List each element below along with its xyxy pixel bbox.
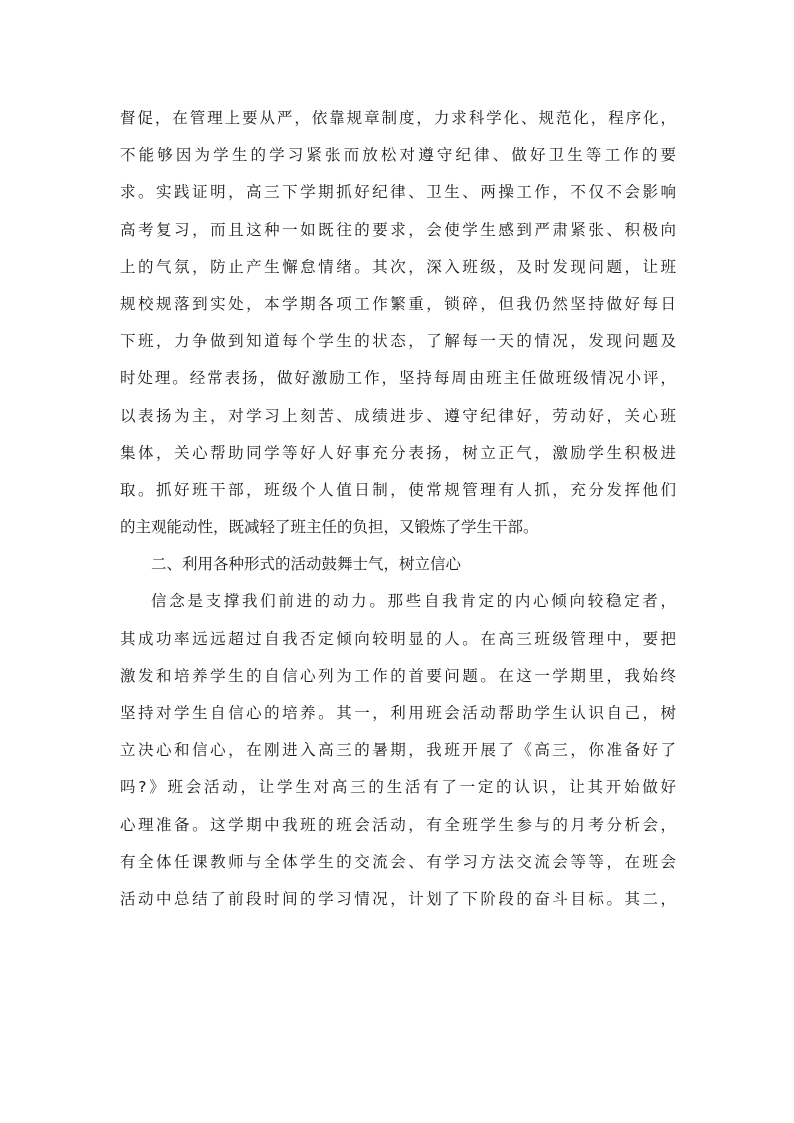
paragraph-line: 不能够因为学生的学习紧张而放松对遵守纪律、做好卫生等工作的要 [120,146,676,165]
paragraph-line: 其成功率远远超过自我否定倾向较明显的人。在高三班级管理中，要把 [120,629,676,648]
paragraph-line: 坚持对学生自信心的培养。其一，利用班会活动帮助学生认识自己，树 [120,704,676,722]
paragraph-line: 取。抓好班干部，班级个人值日制，使常规管理有人抓，充分发挥他们 [120,480,676,499]
paragraph-line: 上的气氛，防止产生懈怠情绪。其次，深入班级，及时发现问题，让班 [120,257,676,276]
paragraph-line: 集体，关心帮助同学等好人好事充分表扬，树立正气，激励学生积极进 [120,443,676,462]
paragraph-line: 高考复习，而且这种一如既往的要求，会使学生感到严肃紧张、积极向 [120,220,676,239]
paragraph-line: 时处理。经常表扬，做好激励工作，坚持每周由班主任做班级情况小评， [120,369,676,388]
document-body [120,100,676,918]
paragraph-line: 激发和培养学生的自信心列为工作的首要问题。在这一学期里，我始终 [120,666,676,685]
section-heading: 二、利用各种形式的活动鼓舞士气，树立信心 [151,555,462,574]
paragraph-line: 有全体任课教师与全体学生的交流会、有学习方法交流会等等，在班会 [120,852,676,871]
paragraph-line: 求。实践证明，高三下学期抓好纪律、卫生、两操工作，不仅不会影响 [120,183,676,202]
paragraph-line: 活动中总结了前段时间的学习情况，计划了下阶段的奋斗目标。其二， [120,889,676,908]
paragraph-line: 规校规落到实处，本学期各项工作繁重，锁碎，但我仍然坚持做好每日 [120,294,676,313]
paragraph-line: 的主观能动性，既减轻了班主任的负担，又锻炼了学生干部。 [120,518,539,537]
paragraph-line: 信念是支撑我们前进的动力。那些自我肯定的内心倾向较稳定者， [151,592,676,611]
paragraph-line: 以表扬为主，对学习上刻苦、成绩进步、遵守纪律好，劳动好，关心班 [120,406,676,425]
paragraph-line: 吗?》班会活动，让学生对高三的生活有了一定的认识，让其开始做好 [120,778,676,797]
paragraph-line: 心理准备。这学期中我班的班会活动，有全班学生参与的月考分析会， [120,815,676,834]
paragraph-line: 下班，力争做到知道每个学生的状态，了解每一天的情况，发现问题及 [120,332,676,351]
paragraph-line: 立决心和信心，在刚进入高三的暑期，我班开展了《高三，你准备好了 [120,741,676,760]
paragraph-line: 督促，在管理上要从严，依靠规章制度，力求科学化、规范化，程序化， [120,109,676,127]
